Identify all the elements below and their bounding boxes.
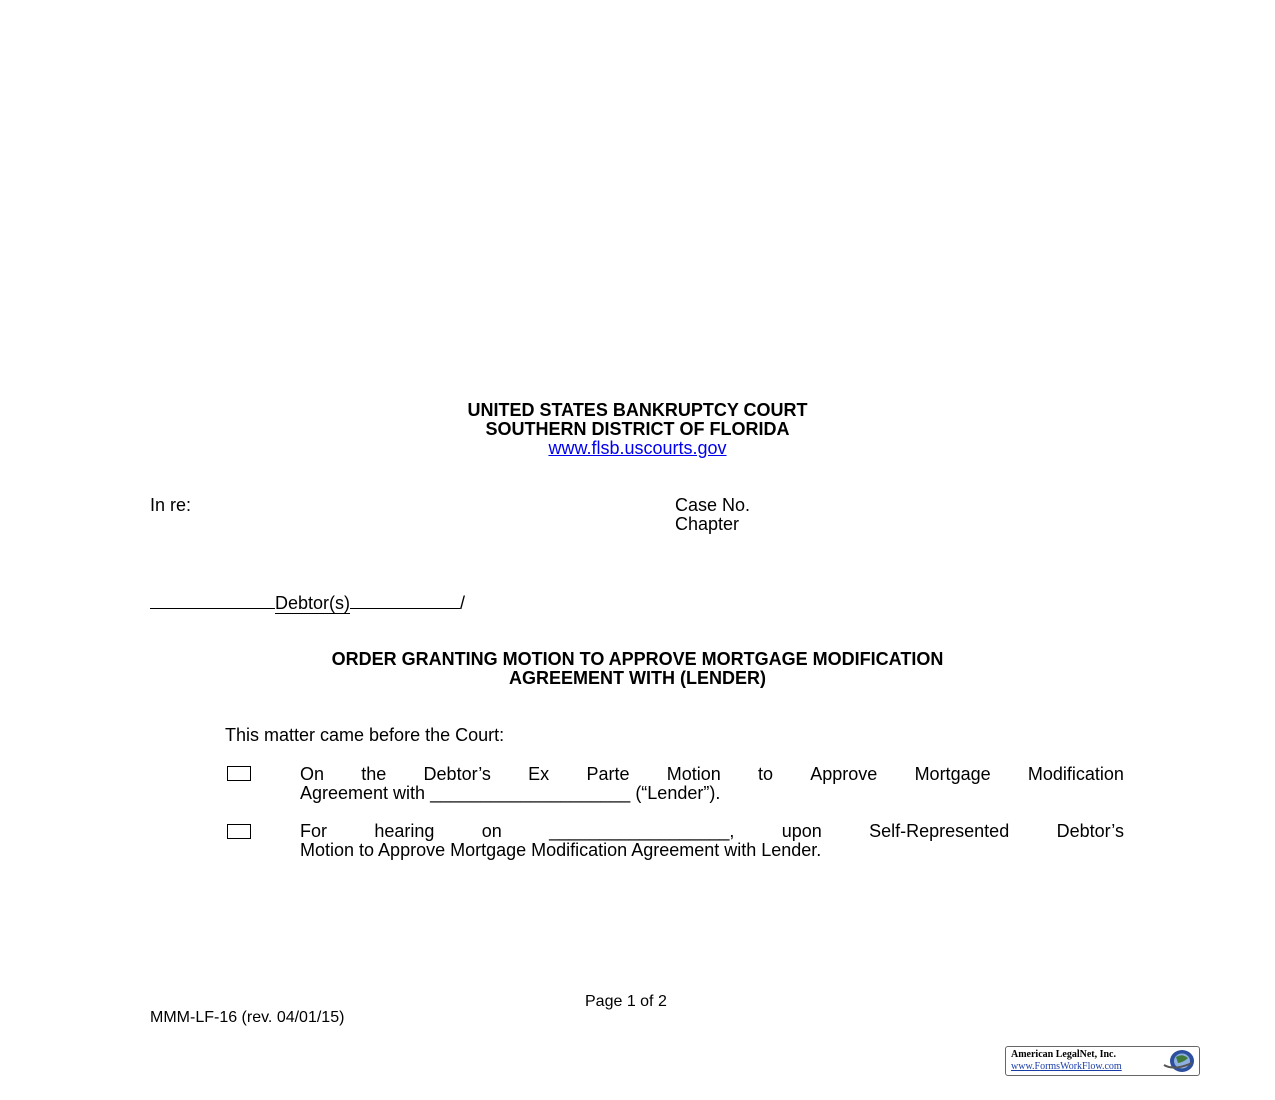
option2-line1 (300, 822, 1124, 841)
option1-word: Ex (528, 764, 550, 784)
intro-text: This matter came before the Court: (225, 725, 505, 745)
lender-blank[interactable]: ____________________ (430, 783, 631, 803)
option1-word: to (758, 764, 774, 784)
court-header (0, 401, 1275, 458)
option1-word: On (300, 764, 325, 784)
option2-word: Debtor’s (1056, 821, 1124, 841)
option1-line1 (300, 765, 1124, 784)
option1-word: Approve (810, 764, 878, 784)
option2-paragraph (300, 822, 1124, 860)
option2-word: For (300, 821, 327, 841)
order-title-line1: ORDER GRANTING MOTION TO APPROVE MORTGAGE MODIFICATION (331, 649, 944, 669)
option1-paragraph (300, 765, 1124, 803)
court-district: SOUTHERN DISTRICT OF FLORIDA (485, 419, 790, 439)
debtor-blank-left (150, 592, 275, 609)
order-title (0, 650, 1275, 688)
logo-name: American LegalNet, Inc. (1011, 1049, 1116, 1060)
option2-word: upon (781, 821, 822, 841)
logo-url[interactable]: www.FormsWorkFlow.com (1011, 1061, 1122, 1072)
debtor-line (150, 592, 465, 614)
court-website-link[interactable]: www.flsb.uscourts.gov (548, 438, 727, 458)
option2-checkbox[interactable] (227, 824, 251, 839)
option2-word: hearing (374, 821, 435, 841)
form-id: MMM-LF-16 (rev. 04/01/15) (150, 1009, 345, 1026)
american-legalnet-logo[interactable] (1005, 1046, 1200, 1076)
option2-word: on (481, 821, 502, 841)
option2-line2: Motion to Approve Mortgage Modification Agreement with Lender. (300, 840, 822, 860)
option1-word: the (361, 764, 387, 784)
debtor-blank-right (350, 592, 460, 609)
debtor-label: Debtor(s) (275, 593, 351, 613)
globe-icon (1162, 1049, 1196, 1073)
option1-word: Parte (586, 764, 630, 784)
option1-word: Mortgage (914, 764, 991, 784)
page-number: Page 1 of 2 (585, 993, 667, 1010)
order-title-line2: AGREEMENT WITH (LENDER) (509, 668, 766, 688)
court-name: UNITED STATES BANKRUPTCY COURT (467, 400, 808, 420)
in-re-label: In re: (150, 495, 192, 515)
option1-checkbox[interactable] (227, 766, 251, 781)
debtor-slash: / (460, 593, 466, 613)
option2-word: Self-Represented (869, 821, 1010, 841)
option1-suffix: (“Lender”). (635, 783, 721, 803)
option1-word: Motion (666, 764, 721, 784)
chapter-label: Chapter (675, 514, 740, 534)
option1-word: Modification (1027, 764, 1124, 784)
option2-word[interactable]: __________________, (549, 821, 735, 841)
option1-word: Debtor’s (423, 764, 491, 784)
case-no-label: Case No. (675, 495, 751, 515)
option1-line2 (300, 784, 1124, 803)
option1-prefix: Agreement with (300, 783, 426, 803)
